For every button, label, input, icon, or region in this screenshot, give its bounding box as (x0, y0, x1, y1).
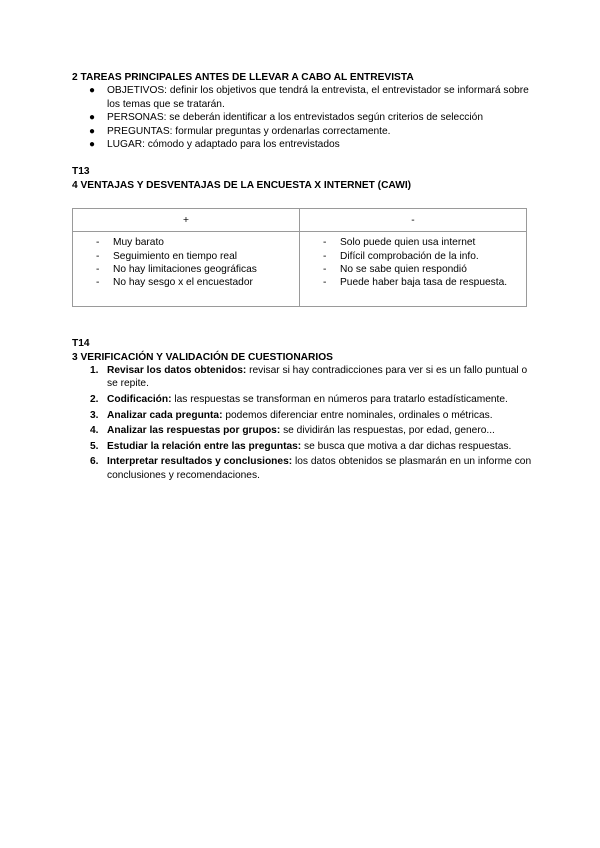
item-number: 4. (90, 425, 99, 437)
list-item (72, 440, 532, 453)
item-title: Interpretar resultados y conclusiones: (107, 456, 293, 468)
section-heading: 2 TAREAS PRINCIPALES ANTES DE LLEVAR A CABO AL ENTREVISTA (72, 72, 414, 83)
item-number: 1. (90, 365, 99, 377)
item-number: 5. (90, 440, 99, 452)
item-text: podemos diferenciar entre nominales, ordinales o métricas. (222, 409, 493, 421)
column-header-minus: - (300, 209, 527, 232)
item-text: las respuestas se transforman en números para tratarlo estadísticamente. (171, 394, 508, 406)
item-title: Estudiar la relación entre las preguntas: (107, 440, 302, 452)
list-item-text: PREGUNTAS: formular preguntas y ordenarlas correctamente. (107, 125, 391, 137)
list-item (73, 263, 293, 276)
list-item-text: LUGAR: cómodo y adaptado para los entrevistados (107, 139, 340, 151)
table-cell-ventajas (73, 232, 300, 307)
list-item-text: Difícil comprobación de la info. (340, 250, 479, 262)
list-item-text: Seguimiento en tiempo real (113, 250, 238, 262)
item-title: Codificación: (107, 394, 172, 406)
bullet-icon: ● (89, 112, 96, 124)
dash-marker: - (323, 237, 327, 249)
list-item (72, 409, 532, 422)
list-item-text: Solo puede quien usa internet (340, 237, 476, 249)
table-header-row (73, 209, 527, 232)
item-text: los datos obtenidos se plasmarán en un informe con conclusiones y recomendaciones. (107, 456, 532, 481)
dash-marker: - (96, 277, 100, 289)
bullet-icon: ● (89, 85, 96, 97)
item-number: 2. (90, 394, 99, 406)
list-item (72, 424, 532, 437)
list-item (72, 455, 532, 482)
item-text: revisar si hay contradicciones para ver si es un fallo puntual o se repite. (107, 365, 528, 390)
bullet-icon: ● (89, 125, 96, 137)
dash-list (73, 236, 293, 290)
list-item (300, 236, 520, 249)
list-item (72, 125, 532, 138)
topic-label: T14 (72, 338, 90, 350)
list-item-text: No se sabe quien respondió (340, 264, 467, 276)
list-item-text: Puede haber baja tasa de respuesta. (340, 277, 508, 289)
item-title: Revisar los datos obtenidos: (107, 365, 247, 377)
list-item (72, 393, 532, 406)
list-item (73, 250, 293, 263)
dash-list (300, 236, 520, 290)
list-item (300, 276, 520, 289)
list-item-text: Muy barato (113, 237, 164, 249)
item-text: se busca que motiva a dar dichas respuestas. (301, 440, 512, 452)
item-number: 6. (90, 456, 99, 468)
dash-marker: - (96, 250, 100, 262)
table-row (73, 232, 527, 307)
list-item (72, 138, 532, 151)
list-item (72, 111, 532, 124)
table-cell-desventajas (300, 232, 527, 307)
item-text: se dividirán las respuestas, por edad, genero... (280, 425, 495, 437)
list-item (72, 364, 532, 391)
item-number: 3. (90, 409, 99, 421)
section-ventajas (72, 165, 532, 307)
document-content (72, 71, 532, 484)
list-item-text: OBJETIVOS: definir los objetivos que tendrá la entrevista, el entrevistador se informará sobre los temas que se tratarán. (107, 85, 529, 110)
item-title: Analizar cada pregunta: (107, 409, 223, 421)
topic-label: T13 (72, 166, 90, 178)
dash-marker: - (96, 237, 100, 249)
bullet-list (72, 84, 532, 151)
list-item-text: No hay sesgo x el encuestador (113, 277, 253, 289)
list-item (300, 263, 520, 276)
section-verificacion (72, 337, 532, 482)
numbered-list (72, 364, 532, 482)
dash-marker: - (323, 264, 327, 276)
dash-marker: - (323, 277, 327, 289)
item-title: Analizar las respuestas por grupos: (107, 425, 281, 437)
list-item-text: No hay limitaciones geográficas (113, 264, 257, 276)
section-heading: 4 VENTAJAS Y DESVENTAJAS DE LA ENCUESTA X INTERNET (CAWI) (72, 179, 412, 191)
dash-marker: - (323, 250, 327, 262)
list-item (300, 250, 520, 263)
list-item-text: PERSONAS: se deberán identificar a los entrevistados según criterios de selección (107, 112, 483, 124)
bullet-icon: ● (89, 139, 96, 151)
list-item (73, 236, 293, 249)
section-heading: 3 VERIFICACIÓN Y VALIDACIÓN DE CUESTIONARIOS (72, 351, 333, 363)
column-header-plus: + (73, 209, 300, 232)
list-item (72, 84, 532, 111)
section-tareas (72, 71, 532, 151)
comparison-table (72, 208, 527, 307)
dash-marker: - (96, 264, 100, 276)
list-item (73, 276, 293, 289)
